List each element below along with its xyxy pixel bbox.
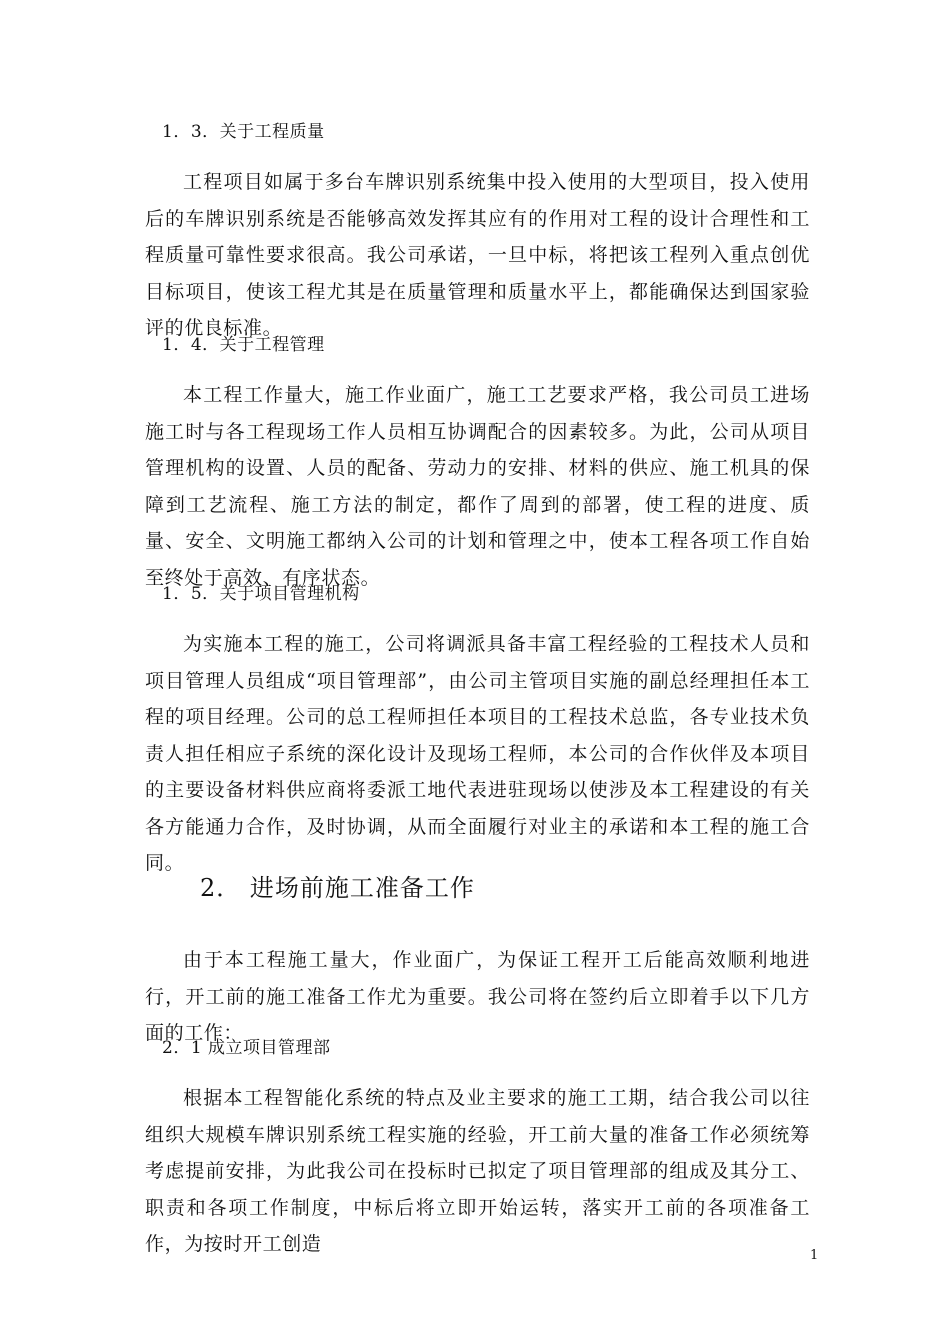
chapter-heading-2: 2． 进场前施工准备工作 (200, 874, 475, 902)
section-heading-1-5: 1．5．关于项目管理机构 (162, 584, 360, 604)
section-heading-1-4: 1．4．关于工程管理 (162, 335, 325, 355)
page-number: 1 (810, 1248, 819, 1263)
paragraph-project-department: 根据本工程智能化系统的特点及业主要求的施工工期，结合我公司以往组织大规模车牌识别系统工程实施的经验，开工前大量的准备工作必须统筹考虑提前安排，为此我公司在投标时已拟定了项目管理部的组成及其分工、职责和各项工作制度，中标后将立即开始运转，落实开工前的各项准备工作，为按时开工创造 (145, 1087, 810, 1255)
paragraph-chapter-intro: 由于本工程施工量大，作业面广，为保证工程开工后能高效顺利地进行，开工前的施工准备工作尤为重要。我公司将在签约后立即着手以下几方面的工作： (145, 949, 810, 1044)
paragraph-project-management-org: 为实施本工程的施工，公司将调派具备丰富工程经验的工程技术人员和项目管理人员组成“项目管理部”，由公司主管项目实施的副总经理担任本工程的项目经理。公司的总工程师担任本项目的工程技术总监，各专业技术负责人担任相应子系统的深化设计及现场工程师，本公司的合作伙伴及本项目的主要设备材料供应商将委派工地代表进驻现场以使涉及本工程建设的有关各方能通力合作，及时协调，从而全面履行对业主的承诺和本工程的施工合同。 (145, 633, 810, 874)
section-heading-1-3: 1．3．关于工程质量 (162, 122, 325, 142)
paragraph-engineering-quality: 工程项目如属于多台车牌识别系统集中投入使用的大型项目，投入使用后的车牌识别系统是否能够高效发挥其应有的作用对工程的设计合理性和工程质量可靠性要求很高。我公司承诺，一旦中标，将把该工程列入重点创优目标项目，使该工程尤其是在质量管理和质量水平上，都能确保达到国家验评的优良标准。 (145, 171, 810, 339)
section-heading-2-1: 2．1 成立项目管理部 (162, 1038, 331, 1058)
paragraph-engineering-management: 本工程工作量大，施工作业面广，施工工艺要求严格，我公司员工进场施工时与各工程现场工作人员相互协调配合的因素较多。为此，公司从项目管理机构的设置、人员的配备、劳动力的安排、材料的供应、施工机具的保障到工艺流程、施工方法的制定，都作了周到的部署，使工程的进度、质量、安全、文明施工都纳入公司的计划和管理之中，使本工程各项工作自始至终处于高效、有序状态。 (145, 384, 810, 589)
